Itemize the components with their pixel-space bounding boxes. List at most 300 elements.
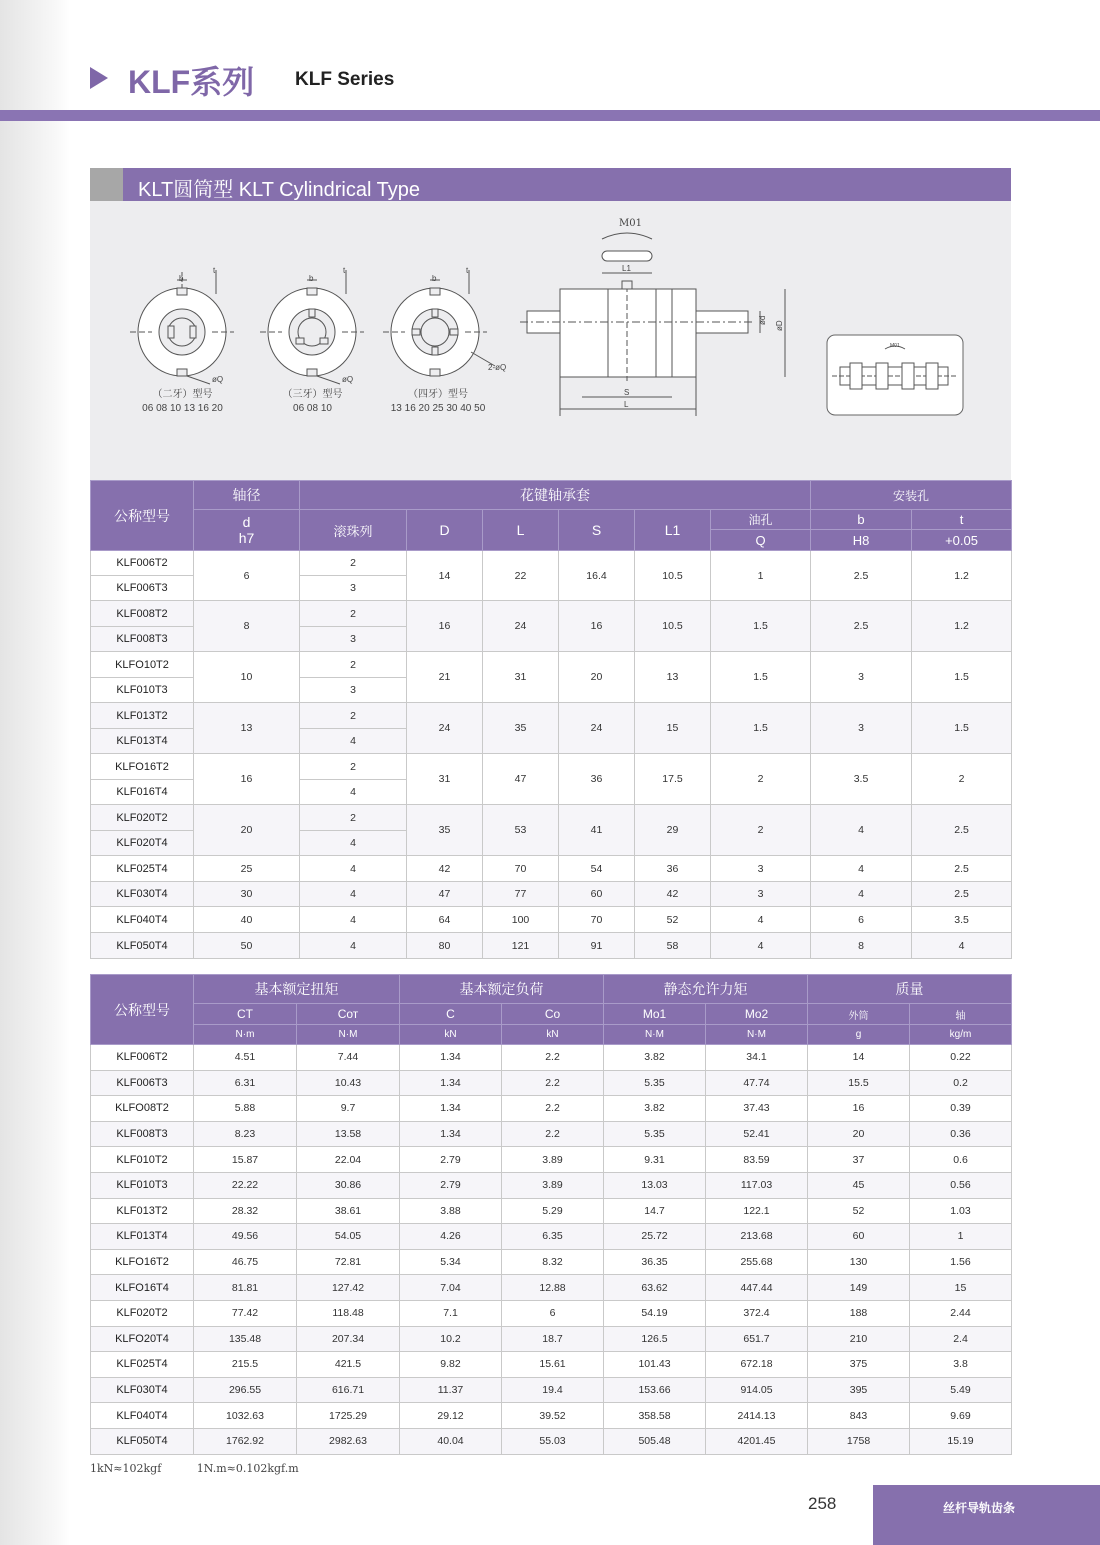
cell-L: 31: [483, 652, 559, 703]
th2-unit-C: kN: [400, 1025, 502, 1045]
cell-L1: 36: [635, 856, 711, 882]
table-row: [91, 1249, 1012, 1275]
cell-L1: 52: [635, 907, 711, 933]
cell-Mo2: 672.18: [706, 1352, 808, 1378]
table-row: [91, 1045, 1012, 1071]
cell-rows: 2: [300, 652, 407, 678]
cell-Mo2: 213.68: [706, 1224, 808, 1250]
cell-d: 10: [194, 652, 300, 703]
cell-COT: 207.34: [297, 1326, 400, 1352]
table-row: [91, 805, 1012, 831]
th2-torque: 基本额定扭矩: [194, 975, 400, 1004]
cell-shaft: 1: [910, 1224, 1012, 1250]
cell-COT: 118.48: [297, 1300, 400, 1326]
table-row: [91, 601, 1012, 627]
cell-t: 4: [912, 933, 1012, 959]
cell-b: 6: [811, 907, 912, 933]
cell-L1: 58: [635, 933, 711, 959]
table-row: [91, 551, 1012, 576]
cell-COT: 127.42: [297, 1275, 400, 1301]
cell-Q: 3: [711, 882, 811, 907]
th-L1: L1: [635, 510, 711, 551]
cell-model: KLFO10T2: [91, 652, 194, 678]
cell-Mo2: 34.1: [706, 1045, 808, 1071]
table-row: [91, 1403, 1012, 1429]
cell-Mo1: 3.82: [604, 1045, 706, 1071]
rating-table: [90, 974, 1012, 1455]
cell-Co: 2.2: [502, 1045, 604, 1071]
cell-Mo1: 101.43: [604, 1352, 706, 1378]
label-M01: M01: [619, 218, 642, 229]
cell-S: 16: [559, 601, 635, 652]
th2-model: 公称型号: [91, 975, 194, 1045]
cell-S: 36: [559, 754, 635, 805]
cell-Mo1: 358.58: [604, 1403, 706, 1429]
cell-C: 1.34: [400, 1121, 502, 1147]
cell-shaft: 5.49: [910, 1377, 1012, 1403]
cell-L: 121: [483, 933, 559, 959]
th-H8: H8: [811, 530, 912, 551]
th2-outer: 外筒: [808, 1004, 910, 1025]
table-row: [91, 933, 1012, 959]
cell-rows: 4: [300, 831, 407, 856]
table-row: [91, 1275, 1012, 1301]
table-row: [91, 652, 1012, 678]
cell-CT: 6.31: [194, 1070, 297, 1096]
cell-COT: 9.7: [297, 1096, 400, 1122]
th-shaft: 轴径: [194, 481, 300, 510]
cell-Mo1: 63.62: [604, 1275, 706, 1301]
cell-D: 47: [407, 882, 483, 907]
header-rule: [0, 110, 1100, 121]
cell-Mo2: 4201.45: [706, 1428, 808, 1454]
th2-Mo1: Mo1: [604, 1004, 706, 1025]
cell-model: KLF006T3: [91, 576, 194, 601]
cell-Mo2: 2414.13: [706, 1403, 808, 1429]
th-model: 公称型号: [91, 481, 194, 551]
cell-L: 24: [483, 601, 559, 652]
th-mount: 安装孔: [811, 481, 1012, 510]
cell-rows: 2: [300, 805, 407, 831]
cell-Q: 3: [711, 856, 811, 882]
cell-CT: 296.55: [194, 1377, 297, 1403]
cell-model: KLF013T4: [91, 1224, 194, 1250]
cell-shaft: 1.03: [910, 1198, 1012, 1224]
cell-outer: 395: [808, 1377, 910, 1403]
th2-load: 基本额定负荷: [400, 975, 604, 1004]
table-row: [91, 754, 1012, 780]
three-groove-view: [260, 270, 364, 384]
cell-Co: 2.2: [502, 1096, 604, 1122]
cell-Co: 2.2: [502, 1070, 604, 1096]
table-row: [91, 907, 1012, 933]
label-t-3: t: [466, 266, 469, 275]
cell-shaft: 0.6: [910, 1147, 1012, 1173]
label-t-2: t: [343, 266, 346, 275]
table-row: [91, 1198, 1012, 1224]
th2-COT: Cот: [297, 1004, 400, 1025]
cell-L1: 15: [635, 703, 711, 754]
cell-L: 22: [483, 551, 559, 601]
cell-Mo1: 3.82: [604, 1096, 706, 1122]
cell-shaft: 0.56: [910, 1172, 1012, 1198]
cell-shaft: 1.56: [910, 1249, 1012, 1275]
footer-category: 丝杆导轨齿条: [943, 1501, 1016, 1515]
cell-COT: 10.43: [297, 1070, 400, 1096]
cell-COT: 421.5: [297, 1352, 400, 1378]
cell-C: 29.12: [400, 1403, 502, 1429]
cell-D: 21: [407, 652, 483, 703]
th2-shaft: 轴: [910, 1004, 1012, 1025]
series-subtitle: KLF Series: [295, 69, 395, 90]
th2-Co: Co: [502, 1004, 604, 1025]
cell-Mo2: 37.43: [706, 1096, 808, 1122]
cell-outer: 45: [808, 1172, 910, 1198]
cell-Co: 55.03: [502, 1428, 604, 1454]
cell-rows: 4: [300, 780, 407, 805]
cell-outer: 20: [808, 1121, 910, 1147]
th2-unit-Mo1: N·M: [604, 1025, 706, 1045]
cell-Mo1: 36.35: [604, 1249, 706, 1275]
cell-C: 10.2: [400, 1326, 502, 1352]
th-t: t: [912, 510, 1012, 530]
cell-Mo1: 54.19: [604, 1300, 706, 1326]
cell-L: 70: [483, 856, 559, 882]
cell-D: 35: [407, 805, 483, 856]
cell-shaft: 2.4: [910, 1326, 1012, 1352]
cell-rows: 2: [300, 703, 407, 729]
cell-Mo1: 505.48: [604, 1428, 706, 1454]
cell-CT: 215.5: [194, 1352, 297, 1378]
page-edge-shade: [0, 0, 70, 1545]
cell-L: 77: [483, 882, 559, 907]
caption-four-groove: [378, 388, 498, 416]
label-phid: ød: [758, 315, 767, 325]
caption-three-groove-label: （三牙）型号: [282, 389, 343, 400]
cell-Q: 1.5: [711, 601, 811, 652]
cell-model: KLF020T2: [91, 805, 194, 831]
cell-L: 47: [483, 754, 559, 805]
cell-Mo2: 372.4: [706, 1300, 808, 1326]
th-Q: Q: [711, 530, 811, 551]
cell-d: 13: [194, 703, 300, 754]
label-phiQ-1: øQ: [212, 375, 224, 384]
cell-COT: 38.61: [297, 1198, 400, 1224]
cell-C: 4.26: [400, 1224, 502, 1250]
label-phiD: øD: [775, 320, 784, 331]
cell-model: KLF006T3: [91, 1070, 194, 1096]
cell-model: KLF020T4: [91, 831, 194, 856]
cell-CT: 8.23: [194, 1121, 297, 1147]
cell-shaft: 2.44: [910, 1300, 1012, 1326]
label-b-1: b: [179, 274, 184, 283]
th2-unit-Mo2: N·M: [706, 1025, 808, 1045]
cell-d: 8: [194, 601, 300, 652]
cell-model: KLF050T4: [91, 933, 194, 959]
cell-model: KLFO16T2: [91, 754, 194, 780]
cell-COT: 1725.29: [297, 1403, 400, 1429]
cell-Co: 12.88: [502, 1275, 604, 1301]
cell-outer: 15.5: [808, 1070, 910, 1096]
cell-L1: 42: [635, 882, 711, 907]
table-row: [91, 856, 1012, 882]
cell-model: KLF040T4: [91, 907, 194, 933]
unit-footnote: [90, 1462, 331, 1475]
cell-D: 31: [407, 754, 483, 805]
cell-D: 42: [407, 856, 483, 882]
cell-outer: 149: [808, 1275, 910, 1301]
cell-b: 4: [811, 856, 912, 882]
cell-Mo1: 5.35: [604, 1121, 706, 1147]
cell-outer: 16: [808, 1096, 910, 1122]
table-row: [91, 1070, 1012, 1096]
cell-outer: 375: [808, 1352, 910, 1378]
cell-rows: 2: [300, 754, 407, 780]
cell-model: KLF050T4: [91, 1428, 194, 1454]
th-S: S: [559, 510, 635, 551]
cell-S: 54: [559, 856, 635, 882]
cell-b: 4: [811, 882, 912, 907]
label-L: L: [624, 400, 629, 409]
caption-two-groove-models: 06 08 10 13 16 20: [142, 403, 223, 414]
cell-COT: 72.81: [297, 1249, 400, 1275]
label-2phiQ: 2-øQ: [488, 363, 507, 372]
cell-CT: 28.32: [194, 1198, 297, 1224]
cell-S: 70: [559, 907, 635, 933]
cell-model: KLF013T4: [91, 729, 194, 754]
cell-rows: 4: [300, 907, 407, 933]
cell-CT: 1032.63: [194, 1403, 297, 1429]
cell-outer: 1758: [808, 1428, 910, 1454]
technical-drawing: [90, 201, 1011, 481]
cell-model: KLF040T4: [91, 1403, 194, 1429]
cell-D: 24: [407, 703, 483, 754]
th-bearing: 花键轴承套: [300, 481, 811, 510]
cell-Co: 8.32: [502, 1249, 604, 1275]
table-row: [91, 882, 1012, 907]
cell-L1: 29: [635, 805, 711, 856]
cell-rows: 4: [300, 933, 407, 959]
cell-shaft: 0.2: [910, 1070, 1012, 1096]
cell-COT: 22.04: [297, 1147, 400, 1173]
cell-Co: 15.61: [502, 1352, 604, 1378]
cell-Mo1: 13.03: [604, 1172, 706, 1198]
cell-L1: 10.5: [635, 601, 711, 652]
cell-C: 9.82: [400, 1352, 502, 1378]
cell-shaft: 0.36: [910, 1121, 1012, 1147]
cell-L1: 17.5: [635, 754, 711, 805]
th-d: [194, 510, 300, 551]
cell-model: KLF010T2: [91, 1147, 194, 1173]
cell-COT: 616.71: [297, 1377, 400, 1403]
cell-Q: 2: [711, 805, 811, 856]
caption-three-groove: [265, 388, 360, 416]
cell-S: 24: [559, 703, 635, 754]
th-D: D: [407, 510, 483, 551]
cell-t: 2.5: [912, 805, 1012, 856]
caption-two-groove: [130, 388, 235, 416]
cell-shaft: 9.69: [910, 1403, 1012, 1429]
cell-rows: 3: [300, 627, 407, 652]
cell-S: 41: [559, 805, 635, 856]
cell-Mo2: 52.41: [706, 1121, 808, 1147]
cell-outer: 37: [808, 1147, 910, 1173]
caption-three-groove-models: 06 08 10: [293, 403, 332, 414]
cell-Q: 1: [711, 551, 811, 601]
cell-Co: 39.52: [502, 1403, 604, 1429]
cell-Mo2: 83.59: [706, 1147, 808, 1173]
cell-D: 64: [407, 907, 483, 933]
cell-Co: 3.89: [502, 1147, 604, 1173]
cell-outer: 14: [808, 1045, 910, 1071]
cell-rows: 4: [300, 856, 407, 882]
cell-Mo1: 14.7: [604, 1198, 706, 1224]
cell-Q: 2: [711, 754, 811, 805]
th-tol: +0.05: [912, 530, 1012, 551]
cell-C: 11.37: [400, 1377, 502, 1403]
cell-C: 7.1: [400, 1300, 502, 1326]
label-Mo-small: M01: [890, 343, 900, 349]
cell-outer: 130: [808, 1249, 910, 1275]
cell-t: 3.5: [912, 907, 1012, 933]
cell-t: 2: [912, 754, 1012, 805]
cell-CT: 5.88: [194, 1096, 297, 1122]
cell-Mo1: 5.35: [604, 1070, 706, 1096]
cell-rows: 4: [300, 882, 407, 907]
th-oil: 油孔: [711, 510, 811, 530]
cell-C: 5.34: [400, 1249, 502, 1275]
cell-model: KLF013T2: [91, 1198, 194, 1224]
th-d-symbol: d: [242, 514, 251, 530]
label-b-2: b: [309, 274, 314, 283]
cell-Co: 6: [502, 1300, 604, 1326]
play-triangle-icon: [90, 67, 108, 89]
cell-Co: 3.89: [502, 1172, 604, 1198]
caption-four-groove-label: （四牙）型号: [408, 389, 468, 400]
section-bar-accent: [90, 168, 123, 201]
cell-S: 91: [559, 933, 635, 959]
cell-C: 1.34: [400, 1070, 502, 1096]
cell-Q: 4: [711, 933, 811, 959]
th2-unit-COT: N·M: [297, 1025, 400, 1045]
cell-d: 40: [194, 907, 300, 933]
cell-b: 8: [811, 933, 912, 959]
cell-outer: 60: [808, 1224, 910, 1250]
th2-Mo2: Mo2: [706, 1004, 808, 1025]
cell-L: 100: [483, 907, 559, 933]
cell-Co: 6.35: [502, 1224, 604, 1250]
section-title: KLT圆筒型 KLT Cylindrical Type: [138, 179, 420, 201]
cell-Mo1: 126.5: [604, 1326, 706, 1352]
th2-moment: 静态允许力矩: [604, 975, 808, 1004]
page-number: 258: [808, 1494, 837, 1513]
caption-two-groove-label: （二牙）型号: [152, 389, 213, 400]
drawing-section: [90, 168, 1011, 481]
cell-d: 6: [194, 551, 300, 601]
cell-model: KLF030T4: [91, 882, 194, 907]
cell-model: KLFO08T2: [91, 1096, 194, 1122]
label-L1: L1: [622, 264, 631, 273]
cell-b: 3: [811, 652, 912, 703]
cell-Mo2: 47.74: [706, 1070, 808, 1096]
th-L: L: [483, 510, 559, 551]
cell-Co: 19.4: [502, 1377, 604, 1403]
cell-L: 35: [483, 703, 559, 754]
cell-b: 3.5: [811, 754, 912, 805]
two-groove-view: [130, 270, 234, 384]
table-row: [91, 1326, 1012, 1352]
cell-CT: 4.51: [194, 1045, 297, 1071]
cell-CT: 77.42: [194, 1300, 297, 1326]
cell-model: KLFO20T4: [91, 1326, 194, 1352]
cell-shaft: 3.8: [910, 1352, 1012, 1378]
cell-Mo1: 9.31: [604, 1147, 706, 1173]
cell-model: KLF008T3: [91, 1121, 194, 1147]
cell-Mo2: 447.44: [706, 1275, 808, 1301]
cell-Co: 18.7: [502, 1326, 604, 1352]
cell-b: 2.5: [811, 551, 912, 601]
cell-CT: 135.48: [194, 1326, 297, 1352]
cell-rows: 2: [300, 601, 407, 627]
cell-model: KLFO16T2: [91, 1249, 194, 1275]
cell-t: 1.2: [912, 551, 1012, 601]
cell-b: 4: [811, 805, 912, 856]
th-d-tol: h7: [238, 530, 255, 546]
th-rows: 滚珠列: [300, 510, 407, 551]
cell-COT: 54.05: [297, 1224, 400, 1250]
cell-model: KLF010T3: [91, 1172, 194, 1198]
table-row: [91, 1147, 1012, 1173]
cell-rows: 2: [300, 551, 407, 576]
cell-t: 2.5: [912, 856, 1012, 882]
cell-COT: 13.58: [297, 1121, 400, 1147]
th-b: b: [811, 510, 912, 530]
page-header: [90, 55, 990, 105]
cell-Co: 2.2: [502, 1121, 604, 1147]
cell-CT: 81.81: [194, 1275, 297, 1301]
cell-model: KLF010T3: [91, 678, 194, 703]
cell-t: 2.5: [912, 882, 1012, 907]
cell-COT: 7.44: [297, 1045, 400, 1071]
cell-model: KLF008T3: [91, 627, 194, 652]
cell-C: 2.79: [400, 1147, 502, 1173]
cell-D: 16: [407, 601, 483, 652]
cell-CT: 49.56: [194, 1224, 297, 1250]
th2-CT: CT: [194, 1004, 297, 1025]
table-row: [91, 1428, 1012, 1454]
footnote-nm: 1N.m≈0.102kgf.m: [196, 1462, 299, 1475]
cell-C: 3.88: [400, 1198, 502, 1224]
cell-Co: 5.29: [502, 1198, 604, 1224]
cell-shaft: 15: [910, 1275, 1012, 1301]
th2-unit-CT: N·m: [194, 1025, 297, 1045]
table-row: [91, 1096, 1012, 1122]
cell-d: 20: [194, 805, 300, 856]
th2-unit-outer: g: [808, 1025, 910, 1045]
side-view: [520, 233, 785, 416]
cell-outer: 188: [808, 1300, 910, 1326]
cell-model: KLF020T2: [91, 1300, 194, 1326]
cell-shaft: 15.19: [910, 1428, 1012, 1454]
cell-S: 16.4: [559, 551, 635, 601]
cell-d: 25: [194, 856, 300, 882]
table-row: [91, 1352, 1012, 1378]
cell-b: 3: [811, 703, 912, 754]
label-phiQ-2: øQ: [342, 375, 354, 384]
cell-Q: 1.5: [711, 703, 811, 754]
cell-d: 16: [194, 754, 300, 805]
caption-four-groove-models: 13 16 20 25 30 40 50: [390, 403, 486, 414]
